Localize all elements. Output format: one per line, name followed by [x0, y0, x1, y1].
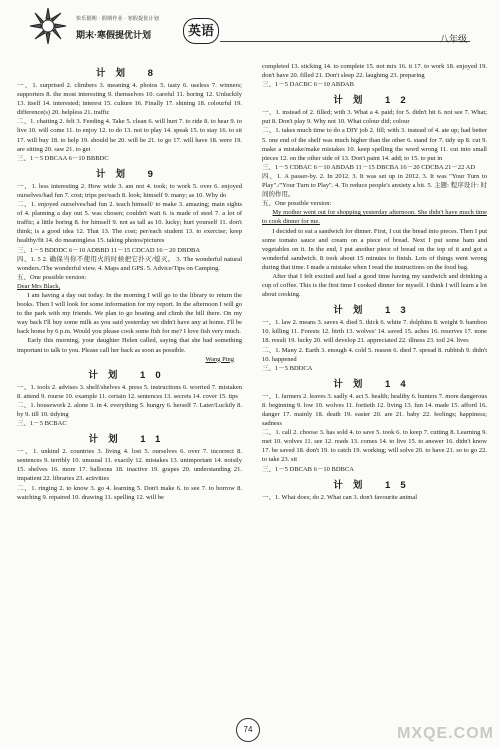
answer-paragraph: 一、1. instead of 2. filled; with 3. What a 4. paid; for 5. didn't hit 6. not see 7. What; put 8. Don't play 9. Why not 10. What colour did; colour: [262, 109, 487, 126]
answer-paragraph: 一、1. less interesting 2. How wide 3. am not 4. took; to work 5. over 6. enjoyed ourselves/had fun 7. cost; trips per/each 8. look; himself 9. many; as 10. Why do: [17, 182, 242, 199]
section-heading: 计划 15: [333, 479, 416, 491]
header-rule: [220, 41, 470, 42]
section-heading: 计划 11: [88, 434, 171, 446]
answer-paragraph: 三、1－5 DBCAB 6－10 BDBCA: [262, 465, 354, 473]
page-number: 74: [236, 718, 260, 742]
section-heading: 计划 12: [333, 95, 416, 107]
page-header: [0, 0, 500, 58]
answer-paragraph: I am having a day out today. In the morning I will go to the library to return the books. Then I will look for some information for my report. In the afternoon I will go to the park with my friends. We plan to go boating and climb the hill there. On my way back I'll buy some milk as you said yesterday we didn't have any at home. I'll be back home by 6 p.m. Would you please cook some fish for me? I love fish very much.: [17, 291, 242, 336]
answer-paragraph: 一、1. What does; do 2. What can 3. don't favourite animal: [262, 493, 418, 501]
answer-paragraph: 三、1－5 CDBAC 6－10 ABDAB 11－15 DBCBA 16－20 CDCBA 21－22 AD: [262, 163, 476, 171]
answer-paragraph: completed 13. sticking 14. to complete 15. not mix 16. it 17. to work 18. enjoyed 19. don't have 20. filled 21. Don't sleep 22. laughing 23. preparing: [262, 63, 487, 80]
answer-paragraph: 一、1. unkind 2. countries 3. living 4. lost 5. ourselves 6. over 7. incorrect 8. sentences 9. terribly 10. unusual 11. exactly 12. mistakes 13. unimportant 14. noisily 15. shelves 16. more 17. balloons 18. inactive 19. grapes 20. understanding 21. impatient 22. libraries 23. activities: [17, 448, 242, 483]
answer-paragraph: 五、One possible version:: [262, 200, 332, 208]
answer-paragraph: 二、1. chatting 2. felt 3. Feeding 4. Take 5. clean 6. will hurt 7. to ride 8. to hear 9. to live 10. will come 11. to enjoy 12. to do 13. not to play 14. speak 15. to stay 16. to sit 17. will buy 18. to help 19. should be 20. will be 21. to go 17. will have 18. were 19. are sitting 20. saw 21. to get: [17, 118, 242, 153]
answer-paragraph: 五、One possible version:: [17, 273, 87, 281]
answer-paragraph: 一、1. law 2. means 3. saves 4. died 5. thick 6. white 7. dolphins 8. weight 9. bamboo 10. killing 11. Forests 12. birth 13. wolves' 14. saved 15. aches 16. reserves 17. none 18. result 19. lucky 20. will develop 21. appreciated 22. illness 23. toil 24. lives: [262, 319, 487, 345]
sun-flower-logo-icon: [28, 6, 68, 46]
answer-paragraph: 二、1. housework 2. alone 3. in 4. everything 5. hungry 6. herself 7. Later/Luckily 8. by 9. till 10. tidying: [17, 401, 242, 418]
answer-paragraph: Wang Ping: [205, 355, 234, 363]
section-heading: 计划 9: [96, 168, 163, 180]
watermark: MXQE.COM: [397, 725, 494, 742]
answer-paragraph: I decided to eat a sandwich for dinner. First, I cut the bread into pieces. Then I put some tomato sauce and cream on a piece of bread. Next I put some ham and vegetables on it. In the end, I put another piece of bread on the top of it and got a wonderful sandwich. It took about 15 minutes to finish. Lots of things went wrong during that time. I made a mistake when I read the instructions on the food bag.: [262, 227, 487, 271]
section-heading: 计划 14: [333, 378, 416, 390]
answer-paragraph: Early this morning, your daughter Helen called, saying that she had something important to talk to you. Please call her back as soon as possible.: [17, 337, 242, 354]
header-tagline: 快乐假期 · 假期作业 · 寒假提优计划: [76, 16, 159, 22]
answer-paragraph: 二、1. call 2. choose 3. has sold 4. to save 5. took 6. to keep 7. cutting 8. Learning 9. met 10. wolves 11. see 12. reads 13. comes 14. to live 15. to answer 16. didn't know 17. be saved 18. don't 19. to catch 19. working; will solve 20. to have 21. so to go 22. to take 23. sit: [262, 429, 487, 464]
subject-badge: 英语: [183, 18, 219, 44]
answer-paragraph: 二、1. ringing 2. to know 3. go 4. learning 5. Don't make 6. to see 7. to borrow 8. watching 9. repaired 10. drawing 11. spelling 12. will be: [17, 484, 242, 501]
grade-label: 八年级: [440, 34, 468, 44]
answer-paragraph: 三、1－5 BCBAC: [17, 420, 67, 428]
section-heading: 计划 8: [96, 68, 163, 79]
answer-paragraph: 一、1. farmers 2. leaves 3. sadly 4. act 5. health; healthy 6. hunters 7. more dangerous 8. beginning 9. low 10. wolves 11. fortieth 12. living 13. fun 14. made 15. afford 16. danger 17. mainly 18. death 19. easier 20. are 21. baby 22. feelings; happiness; sadness: [262, 392, 487, 428]
answer-paragraph: 四、1. 5 2. 确保当你不使用火的时候把它扑灭/熄灭。 3. The wonderful natural wonders./The wonderful view. 4. Maps and GPS. 5. Advice/Tips on Camping.: [17, 255, 242, 272]
answer-paragraph: 二、1. takes much time to do a DIY job 2. fill; with 3. instead of 4. ate up; had better 5. one end of the shelf was much higher than the other 6. stand for 7. tidy up 8. cut 9. make a mistake/make mistakes 10. keep spelling the word wrong 11. cut into small pieces 12. on the other side of 13. Don't paint 14. add; to 15. to put in: [262, 127, 487, 162]
answer-paragraph: 三、1－5 DBCAA 6－10 BBBDC: [17, 154, 109, 162]
answer-paragraph: 二、1. Many 2. Earth 3. enough 4. cold 5. reason 6. died 7. spread 8. rubbish 9. didn't 10. happened: [262, 346, 487, 363]
answer-paragraph: 三、1－5 BDDCA: [262, 364, 313, 372]
answer-paragraph: Dear Mrs Black,: [17, 282, 61, 290]
answer-paragraph: My mother went out for shopping yesterday afternoon. She didn't have much time to cook dinner for me.: [262, 209, 487, 226]
section-heading: 计划 10: [88, 369, 171, 381]
section-heading: 计划 13: [333, 305, 416, 317]
answer-paragraph: 四、1. A passer-by. 2. In 2012. 3. It was set up in 2012. 3. It was "Your Turn to Play"./"Your Turn to Play". 4. To reduce people's anxiety a bit. 5. 主题: 程序设计: 时间的作用。: [262, 172, 487, 199]
right-column: [262, 62, 487, 502]
answer-paragraph: 二、1. enjoyed ourselves/had fun 2. teach himself/ to make 3. amazing; main sights of 4. planning a day out 5. was chosen; couldn't wait 6. is made of steel 7. a lot of traffic; a little boring 8. for himself 9. not as tall as 10. lucky; hurt yourself 11. don't think; is a good idea 12. That 13. The cost; per/each student 13. to exercise; keep healthy/fit 14. do meaningless 15. taking photos/pictures: [17, 201, 242, 245]
answer-paragraph: 一、1. surprised 2. climbers 3. meaning 4. photos 5. tasty 6. useless 7. winners; supporters 8. the most interesting 9. themselves 10. careful 11. boring 12. Unluckily 13. itself 14. interested; interest 15. culture 16. Finally 17. shining 18. colourful 19. difference(s) 20. helpless 21. traffic: [17, 82, 242, 117]
header-brand: 期末·寒假提优计划: [76, 30, 151, 40]
answer-paragraph: 一、1. tools 2. advises 3. shelf/shelves 4. press 5. instructions 6. worried 7. mistaken 8. attend 9. rourse 10. example 11. certain 12. sentences 13. secrets 14. cover 15. tips: [17, 383, 242, 400]
answer-paragraph: After that I felt excited and had a good time having my sandwich and drinking a cup of coffee. This is the first time I cooked dinner for myself. I think I will learn a lot about cooking.: [262, 272, 487, 299]
answer-paragraph: 三、1－5 DACBC 6－10 ABDAB: [262, 81, 354, 89]
answer-paragraph: 三、1－5 BDDDC 6－10 ADBBD 11－15 CDCAD 16－20 DBDBA: [17, 246, 201, 254]
left-column: [17, 62, 242, 502]
